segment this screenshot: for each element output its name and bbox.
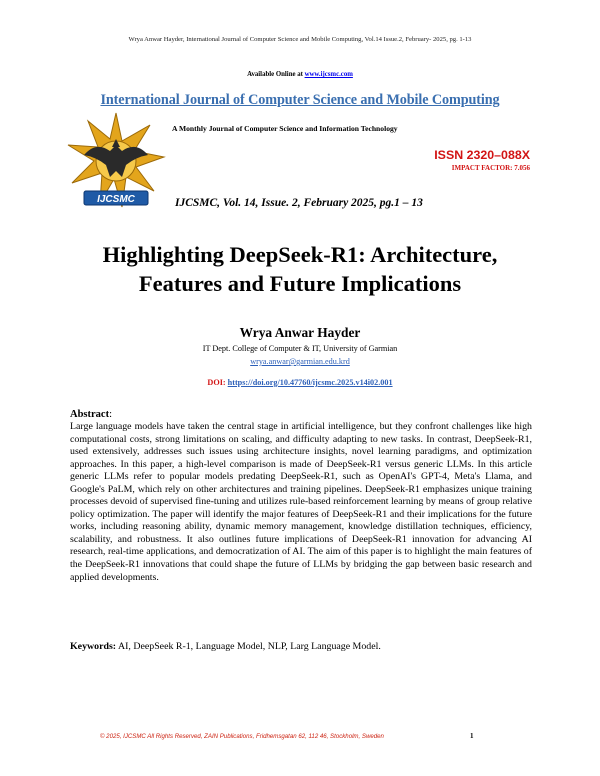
author-affiliation: IT Dept. College of Computer & IT, University of Garmian xyxy=(202,344,398,353)
keywords xyxy=(70,641,540,652)
footer-copyright: © 2025, IJCSMC All Rights Reserved, ZAIN Publications, Fridhemsgatan 62, 112 46, Stockholm, Sweden xyxy=(100,733,384,740)
keywords-label: Keywords: xyxy=(70,641,117,652)
author-email-link[interactable]: wrya.anwar@garmian.edu.krd xyxy=(250,357,350,366)
logo-text: IJCSMC xyxy=(97,194,135,205)
author-name: Wrya Anwar Hayder xyxy=(239,325,361,340)
journal-website-link[interactable]: www.ijcsmc.com xyxy=(304,71,353,78)
issue-line: IJCSMC, Vol. 14, Issue. 2, February 2025, pg.1 – 13 xyxy=(175,197,423,209)
available-online xyxy=(0,71,600,78)
journal-logo xyxy=(64,111,168,215)
page-number: 1 xyxy=(470,732,474,740)
paper-title-line-1: Highlighting DeepSeek-R1: Architecture, xyxy=(102,242,498,267)
doi xyxy=(0,378,600,387)
journal-title[interactable]: International Journal of Computer Science and Mobile Computing xyxy=(100,92,500,108)
abstract-heading-colon: : xyxy=(109,409,112,420)
available-prefix: Available Online at xyxy=(247,71,305,78)
abstract-heading-label: Abstract xyxy=(70,409,110,420)
running-header: Wrya Anwar Hayder, International Journal of Computer Science and Mobile Computing, Vol.14 Issue.2, February- 2025, pg. 1-13 xyxy=(128,36,472,43)
keywords-text: AI, DeepSeek R-1, Language Model, NLP, Larg Language Model. xyxy=(116,641,381,652)
paper-title xyxy=(40,240,560,298)
doi-link[interactable]: https://doi.org/10.47760/ijcsmc.2025.v14i02.001 xyxy=(227,378,393,387)
abstract-heading xyxy=(70,409,112,420)
author-email xyxy=(0,357,600,366)
logo-banner xyxy=(84,191,148,205)
journal-subtitle: A Monthly Journal of Computer Science and Information Technology xyxy=(172,124,398,133)
issn: ISSN 2320–088X xyxy=(434,148,530,162)
impact-factor: IMPACT FACTOR: 7.056 xyxy=(451,164,530,172)
paper-title-line-2: Features and Future Implications xyxy=(138,271,462,296)
doi-label: DOI: xyxy=(207,378,228,387)
abstract-body: Large language models have taken the central stage in artificial intelligence, but they confront challenges like high computational costs, strong limitations on scaling, and difficulty adapting to new tasks. In contrast, DeepSeek-R1, used extensively, addresses such issues using architecture insights, novel learning paradigms, and optimization approaches. In this paper, a high-level comparison is made of DeepSeek-R1 versus generic LLMs. In this article generic LLMs refer to popular models predating DeepSeek-R1, such as OpenAI's GPT-4, Meta's Llama, and Google's PaLM, which rely on other architectures and training pipelines. DeepSeek-R1 emphasizes unique training processes devoid of supervised fine-tuning and utilizes rule-based reinforcement learning by means of group relative policy optimization. The paper will identify the major features of DeepSeek-R1 and their implications for the future works, including reasoning ability, dynamic memory management, knowledge distillation techniques, efficiency, scalability, and robustness. It also outlines future implications of DeepSeek-R1 innovation for advancing AI research, real-time applications, and democratization of AI. The aim of this paper is to highlight the main features of the DeepSeek-R1 innovations that could shape the future of LLMs by bridging the gap between basic research and applied developments. xyxy=(70,421,532,583)
